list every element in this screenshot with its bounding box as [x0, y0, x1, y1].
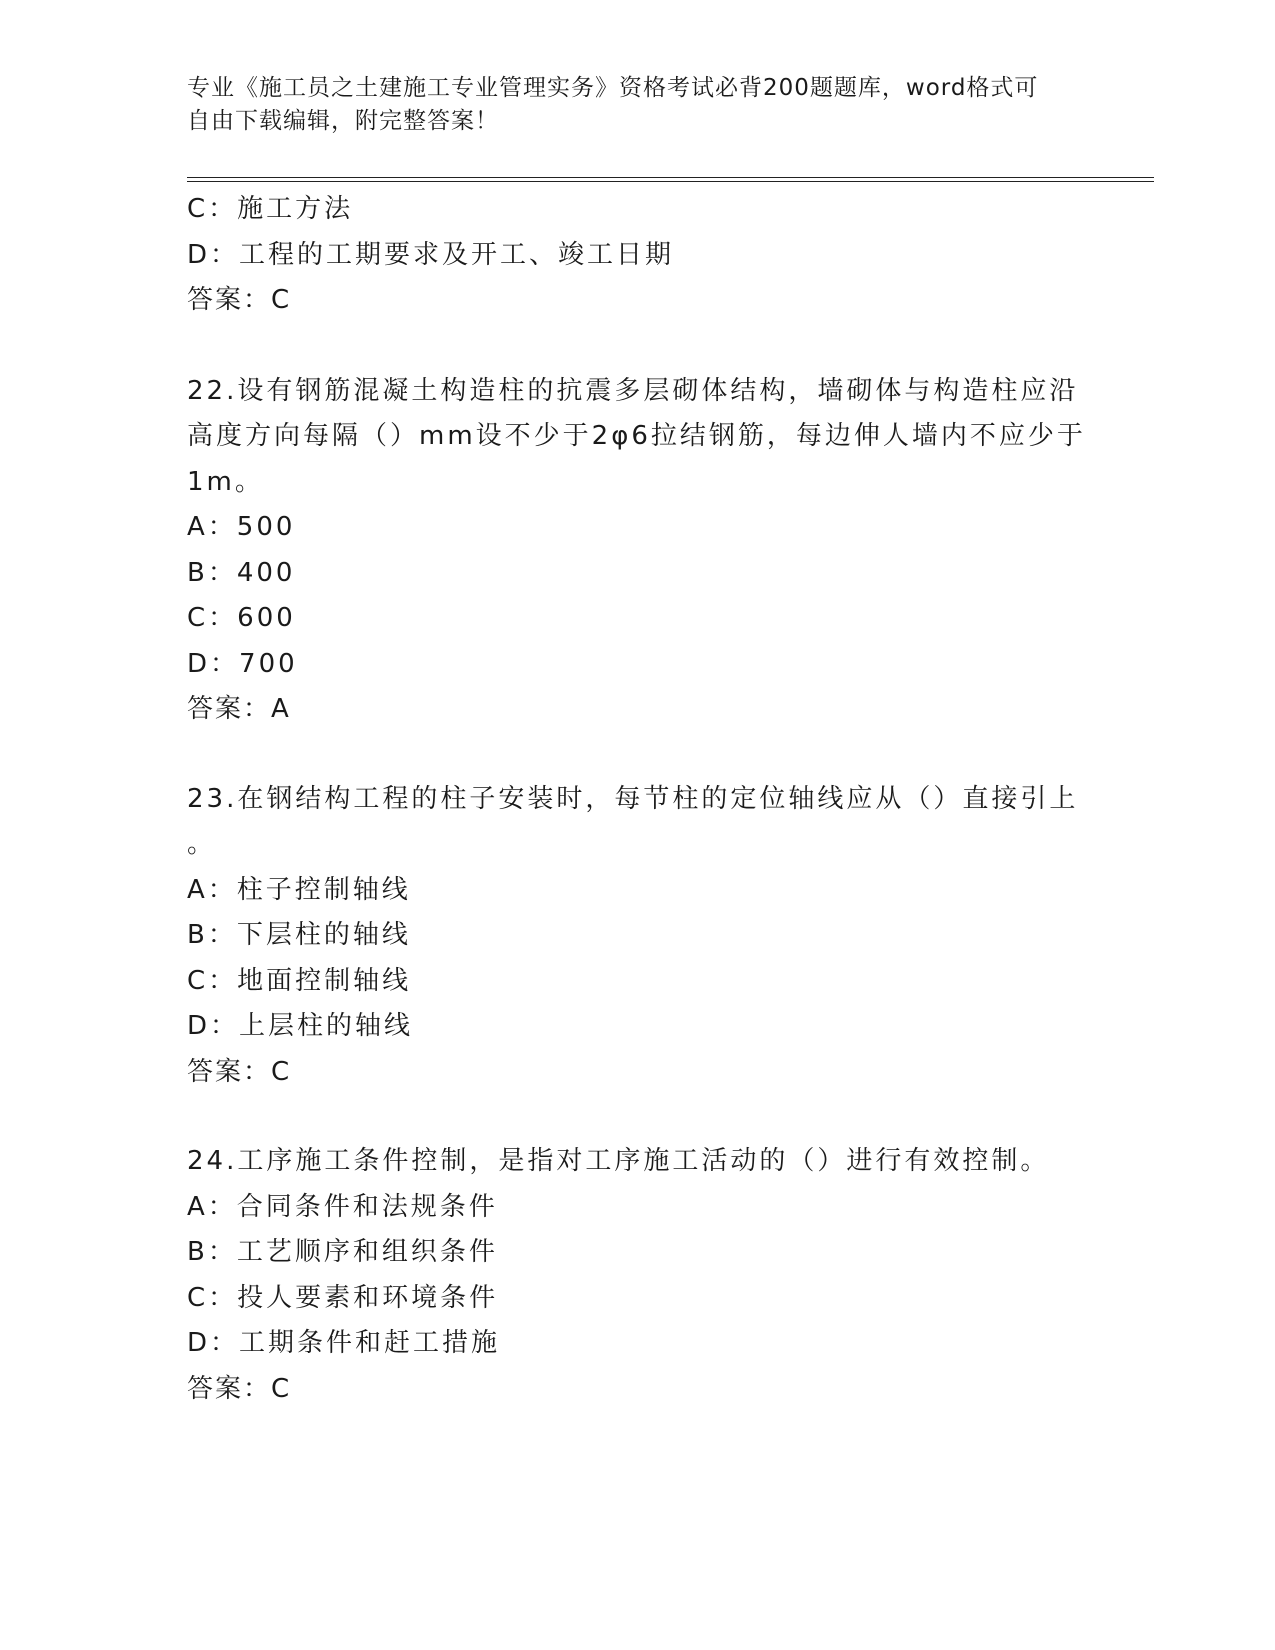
- answer-line: 答案：C: [187, 285, 292, 315]
- answer-line: 答案：C: [187, 1373, 292, 1404]
- option-c: C：600: [187, 603, 296, 633]
- header-line-2: 自由下载编辑，附完整答案！: [187, 108, 499, 134]
- question-block-22: [187, 369, 1087, 733]
- question-stem-line: 1m。: [187, 466, 264, 497]
- page-header: [187, 72, 1087, 138]
- option-b: B：工艺顺序和组织条件: [187, 1237, 498, 1267]
- question-stem-line: 23.在钢结构工程的柱子安装时，每节柱的定位轴线应从（）直接引上: [187, 783, 1079, 814]
- question-stem-line: 22.设有钢筋混凝土构造柱的抗震多层砌体结构，墙砌体与构造柱应沿: [187, 375, 1079, 406]
- header-divider: [187, 177, 1154, 182]
- option-c: C：地面控制轴线: [187, 965, 412, 996]
- header-line-1: 专业《施工员之土建施工专业管理实务》资格考试必背200题题库，word格式可: [187, 75, 1039, 101]
- option-c: C：施工方法: [187, 194, 354, 224]
- prev-question-block: [187, 187, 1087, 324]
- option-d: D：700: [187, 648, 298, 679]
- option-c: C：投人要素和环境条件: [187, 1282, 499, 1313]
- answer-line: 答案：C: [187, 1056, 292, 1087]
- option-d: D：工程的工期要求及开工、竣工日期: [187, 239, 675, 270]
- option-a: A：合同条件和法规条件: [187, 1191, 498, 1222]
- answer-line: 答案：A: [187, 694, 291, 724]
- question-block-24: [187, 1139, 1087, 1412]
- option-a: A：500: [187, 512, 296, 542]
- option-d: D：上层柱的轴线: [187, 1011, 414, 1041]
- question-stem-line: 。: [187, 829, 217, 859]
- question-stem-line: 高度方向每隔（）mm设不少于2φ6拉结钢筋，每边伸人墙内不应少于: [187, 421, 1086, 451]
- question-block-23: [187, 777, 1087, 1096]
- option-b: B：下层柱的轴线: [187, 920, 411, 950]
- option-a: A：柱子控制轴线: [187, 874, 411, 905]
- option-b: B：400: [187, 557, 296, 588]
- question-content: [187, 187, 1087, 1412]
- option-d: D：工期条件和赶工措施: [187, 1328, 501, 1358]
- question-stem-line: 24.工序施工条件控制，是指对工序施工活动的（）进行有效控制。: [187, 1146, 1050, 1176]
